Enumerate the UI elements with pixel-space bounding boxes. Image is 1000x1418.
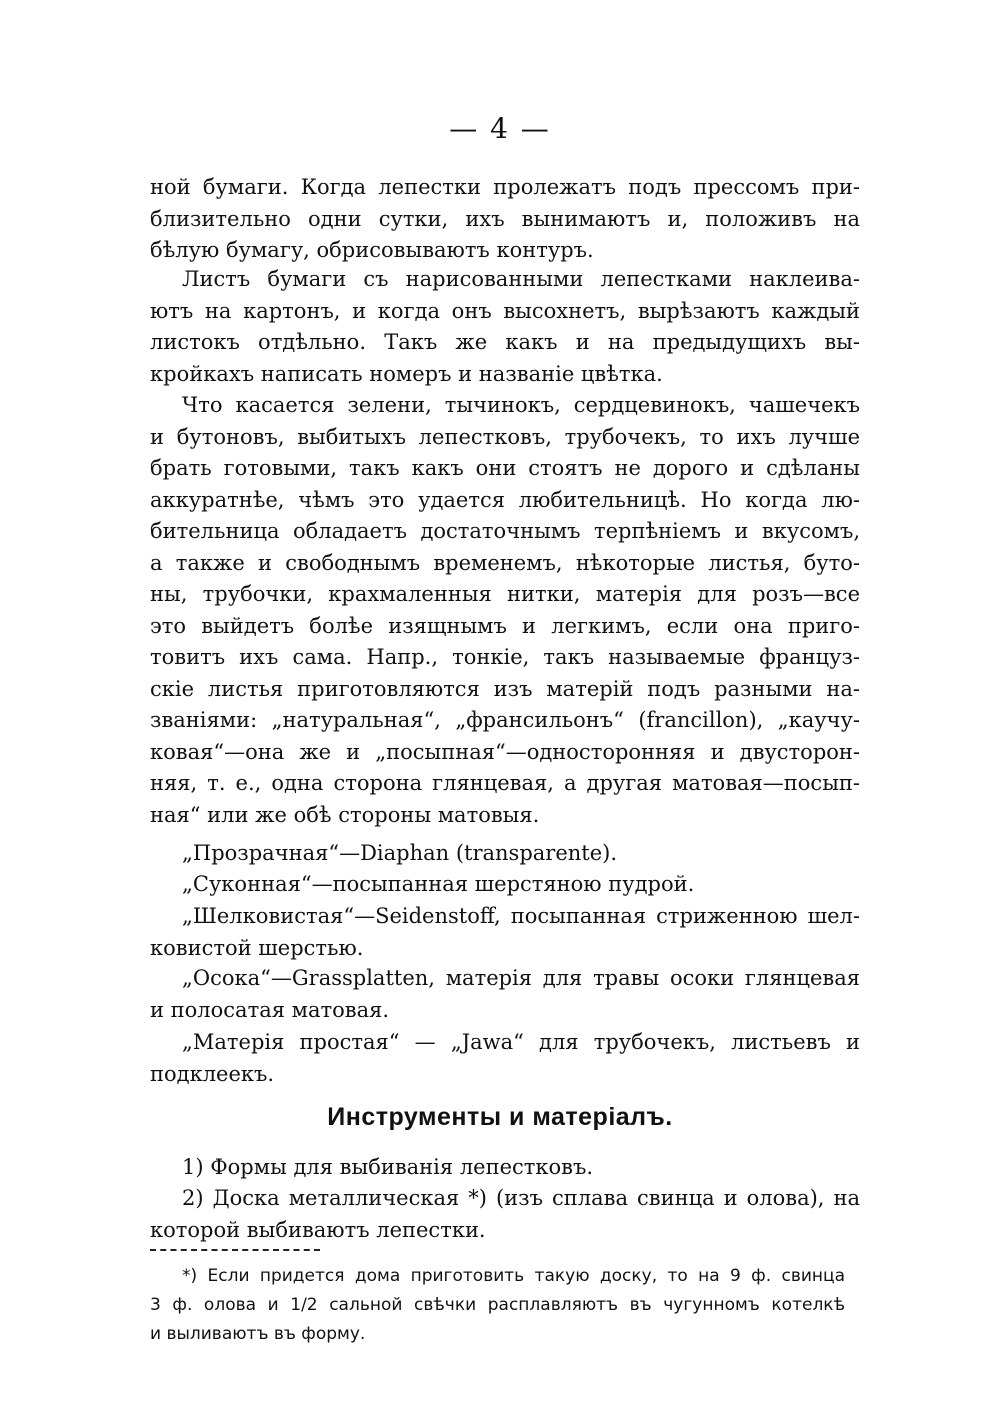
material-entry [150,963,860,1026]
text-line: званіями: „натуральная“, „франсильонъ“ (francillon), „каучу- [150,708,860,732]
footnote-line: *) Если придется дома приготовить такую доску, то на 9 ф. свинца [182,1266,845,1286]
text-line: аккуратнѣе, чѣмъ это удается любительницѣ. Но когда лю- [150,487,860,512]
text-line: ковистой шерстью. [150,935,364,960]
material-entry [150,838,860,870]
paragraph [150,264,860,390]
material-entry [150,901,860,964]
text-line: кройкахъ написать номеръ и названіе цвѣтка. [150,361,663,386]
text-line: товитъ ихъ сама. Напр., тонкіе, такъ называемые француз- [150,645,860,669]
text-line: брать готовыми, такъ какъ они стоятъ не дорого и сдѣланы [150,456,860,480]
text-line: ютъ на картонъ, и когда онъ высохнетъ, вырѣзаютъ каждый [150,298,860,323]
list-item [150,1183,860,1246]
footnote [150,1262,845,1349]
text-line: няя, т. е., одна сторона глянцевая, а другая матовая—посып- [150,771,860,795]
text-line: ковая“—она же и „посыпная“—односторонняя и двусторон- [150,739,860,764]
text-line: которой выбиваютъ лепестки. [150,1217,486,1242]
material-entry [150,1027,860,1090]
text-line: а также и свободнымъ временемъ, нѣкоторые листья, буто- [150,550,860,575]
text-line: „Осока“—Grassplatten, матерія для травы осоки глянцевая [182,966,860,990]
text-line: бѣлую бумагу, обрисовываютъ контуръ. [150,238,594,262]
page-number: — 4 — [449,112,551,145]
text-line: ная“ или же обѣ стороны матовыя. [150,802,540,827]
text-line: „Шелковистая“—Seidenstoff, посыпанная стриженною шел- [182,904,860,928]
text-line: Что касается зелени, тычинокъ, сердцевинокъ, чашечекъ [182,393,860,417]
footnote-line: 3 ф. олова и 1/2 сальной свѣчки расплавляютъ въ чугунномъ котелкѣ [150,1295,845,1315]
text-line: 1) Формы для выбиванія лепестковъ. [182,1155,594,1179]
text-line: близительно одни сутки, ихъ вынимаютъ и, положивъ на [150,206,860,231]
section-heading: Инструменты и матеріалъ. [327,1103,673,1131]
text-line: „Суконная“—посыпанная шерстяною пудрой. [182,872,695,896]
text-line: и бутоновъ, выбитыхъ лепестковъ, трубочекъ, то ихъ лучше [150,424,860,449]
text-line: это выйдетъ болѣе изящнымъ и легкимъ, если она приго- [150,613,860,638]
text-line: „Матерія простая“ — „Jawa“ для трубочекъ, листьевъ и [182,1030,860,1054]
text-line: подклеекъ. [150,1061,275,1086]
material-entry [150,869,860,901]
text-line: листокъ отдѣльно. Такъ же какъ и на предыдущихъ вы- [150,330,860,354]
list-item [150,1152,860,1184]
text-line: скіе листья приготовляются изъ матерій подъ разными на- [150,676,860,701]
text-line: бительница обладаетъ достаточнымъ терпѣніемъ и вкусомъ, [150,519,860,543]
footnote-line: и выливаютъ въ форму. [150,1324,366,1344]
text-line: ной бумаги. Когда лепестки пролежатъ подъ прессомъ при- [150,175,860,199]
paragraph [150,390,860,831]
text-line: ны, трубочки, крахмаленныя нитки, матерія для розъ—все [150,582,860,606]
footnote-divider [150,1249,320,1251]
text-line: и полосатая матовая. [150,997,390,1022]
text-line: 2) Доска металлическая *) (изъ сплава свинца и олова), на [182,1186,860,1210]
text-line: „Прозрачная“—Diaphan (transparente). [182,841,618,865]
paragraph [150,172,860,267]
text-line: Листъ бумаги съ нарисованными лепестками наклеива- [182,267,860,291]
